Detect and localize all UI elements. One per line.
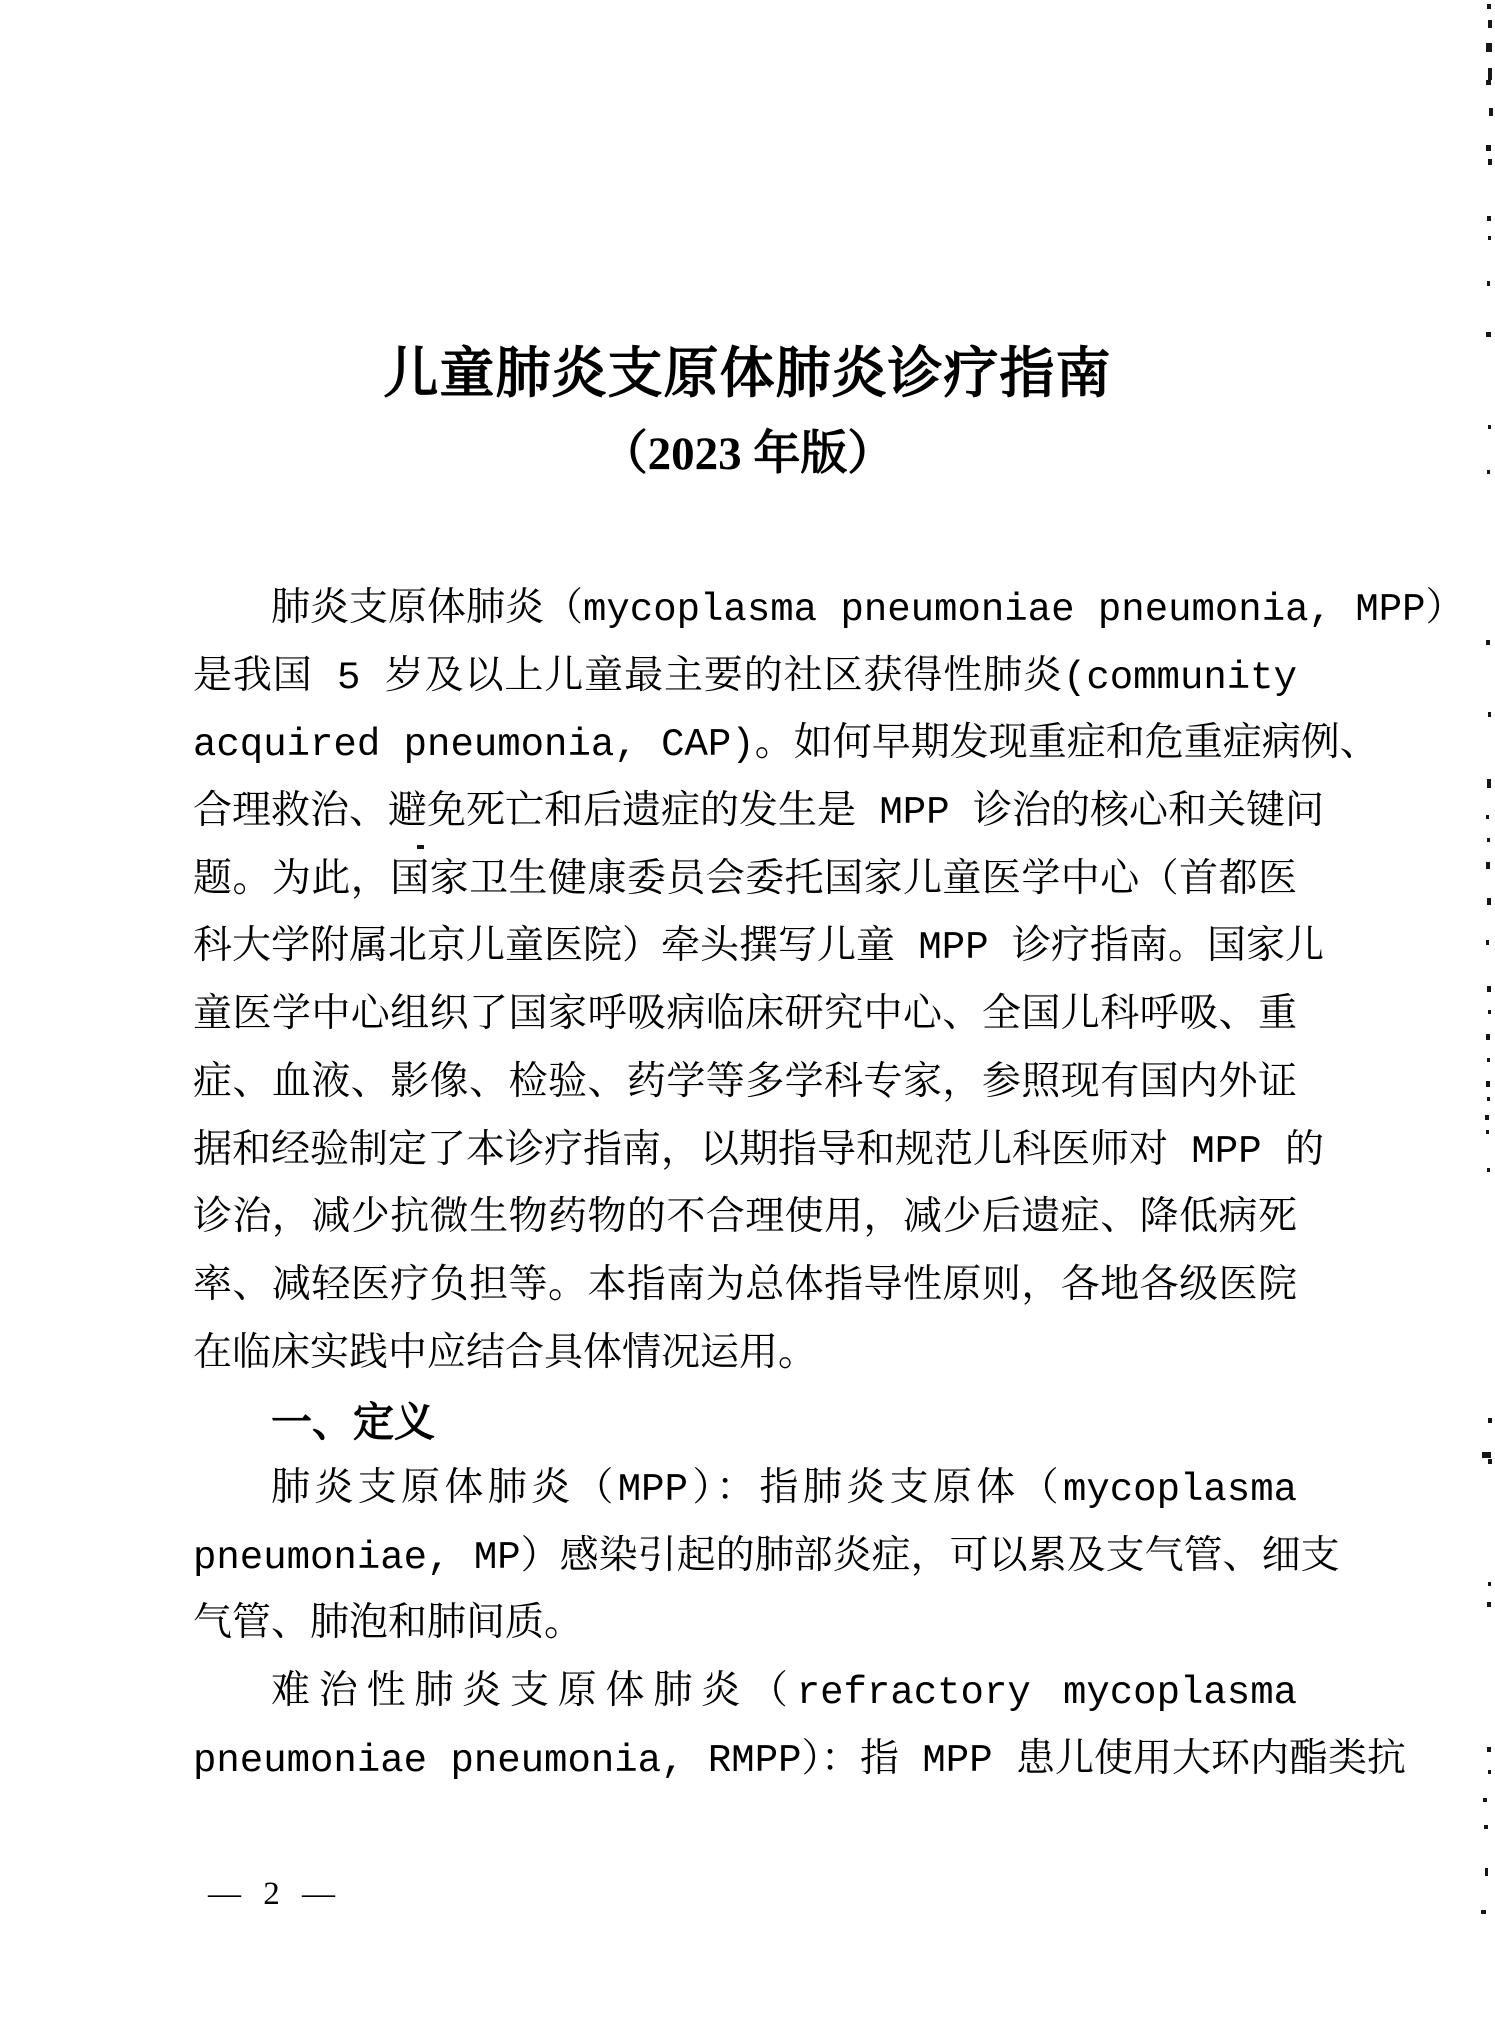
scan-speck bbox=[1488, 425, 1491, 429]
document-title: 儿童肺炎支原体肺炎诊疗指南 bbox=[383, 343, 1112, 404]
scan-speck bbox=[1487, 4, 1491, 9]
body-line: 合理救治、避免死亡和后遗症的发生是 MPP 诊治的核心和关键问 bbox=[193, 791, 1325, 836]
scan-speck bbox=[1486, 862, 1490, 869]
scan-speck bbox=[1487, 281, 1490, 286]
scan-speck bbox=[1488, 159, 1492, 165]
scan-speck bbox=[1488, 1582, 1491, 1586]
scan-speck bbox=[1487, 779, 1491, 788]
scan-speck bbox=[1488, 236, 1491, 240]
scan-speck bbox=[1487, 1602, 1491, 1607]
scan-speck bbox=[1486, 1081, 1490, 1087]
scan-speck bbox=[1482, 1452, 1491, 1458]
page-number: — 2 — bbox=[208, 1876, 335, 1912]
body-line: pneumoniae pneumonia, RMPP）：指 MPP 患儿使用大环内酯类抗 bbox=[193, 1738, 1407, 1783]
scan-speck bbox=[1486, 145, 1491, 151]
body-line: acquired pneumonia, CAP)。如何早期发现重症和危重症病例、 bbox=[193, 723, 1379, 768]
scan-speck bbox=[1485, 1868, 1488, 1876]
scan-speck bbox=[1487, 898, 1491, 905]
section-heading-definition: 一、定义 bbox=[271, 1399, 435, 1446]
scan-speck bbox=[1487, 470, 1490, 474]
body-line: pneumoniae, MP）感染引起的肺部炎症，可以累及支气管、细支 bbox=[193, 1535, 1340, 1580]
scan-speck bbox=[1488, 1459, 1492, 1464]
body-line: 肺炎支原体肺炎（MPP）：指肺炎支原体（mycoplasma bbox=[271, 1467, 1297, 1512]
scan-speck bbox=[1489, 108, 1493, 116]
scan-speck bbox=[1486, 640, 1490, 645]
scan-speck bbox=[1487, 986, 1491, 992]
body-line: 症、血液、影像、检验、药学等多学科专家，参照现有国内外证 bbox=[193, 1061, 1297, 1106]
scan-speck bbox=[1488, 1770, 1491, 1774]
body-line: 诊治，减少抗微生物药物的不合理使用，减少后遗症、降低病死 bbox=[193, 1197, 1297, 1242]
body-line: 童医学中心组织了国家呼吸病临床研究中心、全国儿科呼吸、重 bbox=[193, 994, 1297, 1039]
scan-speck bbox=[1487, 216, 1491, 221]
scan-speck bbox=[1486, 80, 1491, 85]
scan-speck bbox=[1487, 1747, 1491, 1752]
document-body bbox=[193, 586, 1465, 1804]
body-line: 是我国 5 岁及以上儿童最主要的社区获得性肺炎(community bbox=[193, 655, 1297, 700]
scan-speck bbox=[1486, 332, 1491, 337]
body-line: 肺炎支原体肺炎（mycoplasma pneumoniae pneumonia, MPP） bbox=[271, 588, 1465, 632]
scan-speck bbox=[1488, 1418, 1492, 1423]
scan-speck bbox=[1486, 940, 1489, 945]
scan-speck bbox=[1487, 1097, 1490, 1101]
scan-speck bbox=[1485, 1115, 1489, 1120]
scan-speck bbox=[1487, 838, 1490, 842]
scan-speck bbox=[1487, 1168, 1490, 1172]
scan-speck bbox=[1487, 1058, 1490, 1062]
scan-speck bbox=[1486, 1130, 1489, 1134]
scan-speck bbox=[1484, 1825, 1488, 1829]
body-line: 在临床实践中应结合具体情况运用。 bbox=[193, 1332, 818, 1377]
scan-speck bbox=[1488, 20, 1492, 28]
body-line: 难治性肺炎支原体肺炎（refractory mycoplasma bbox=[271, 1671, 1297, 1715]
body-line: 科大学附属北京儿童医院）牵头撰写儿童 MPP 诊疗指南。国家儿 bbox=[193, 926, 1325, 971]
scan-speck bbox=[1483, 1798, 1487, 1802]
scan-speck bbox=[1486, 1034, 1490, 1040]
scan-speck bbox=[1488, 1010, 1491, 1014]
scan-speck bbox=[1481, 1910, 1486, 1914]
document-subtitle: （2023 年版） bbox=[600, 428, 895, 480]
scan-speck bbox=[417, 845, 424, 849]
scan-speck bbox=[1488, 712, 1491, 717]
body-line: 题。为此，国家卫生健康委员会委托国家儿童医学中心（首都医 bbox=[193, 858, 1297, 903]
body-line: 率、减轻医疗负担等。本指南为总体指导性原则，各地各级医院 bbox=[193, 1264, 1297, 1309]
scan-speck bbox=[1486, 815, 1489, 819]
scan-speck bbox=[1488, 68, 1492, 80]
body-line: 气管、肺泡和肺间质。 bbox=[193, 1603, 584, 1648]
body-line: 据和经验制定了本诊疗指南，以期指导和规范儿科医师对 MPP 的 bbox=[193, 1129, 1325, 1174]
scan-speck bbox=[1486, 43, 1492, 52]
